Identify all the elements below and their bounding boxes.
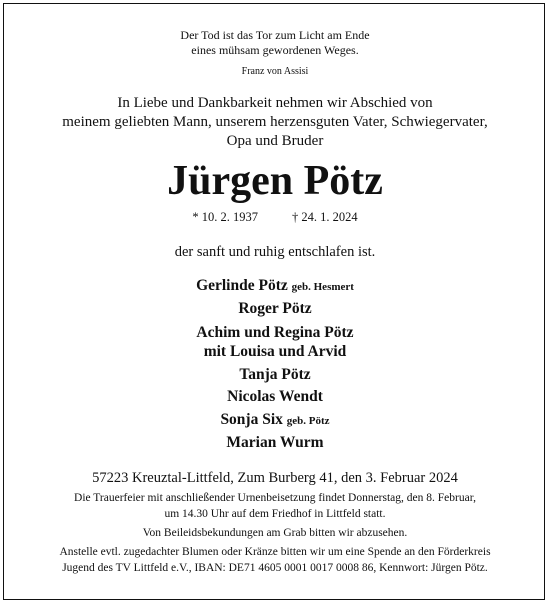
- funeral-info-line-2: um 14.30 Uhr auf dem Friedhof in Littfeld statt.: [164, 508, 386, 520]
- address-date-line: 57223 Kreuztal-Littfeld, Zum Burberg 41, den 3. Februar 2024: [92, 470, 458, 486]
- mourner: Nicolas Wendt: [227, 388, 323, 405]
- intro-line-1: In Liebe und Dankbarkeit nehmen wir Abschied von: [117, 95, 433, 111]
- death-date: † 24. 1. 2024: [292, 210, 358, 224]
- mourner: [0, 411, 550, 429]
- funeral-info-line-1: Die Trauerfeier mit anschließender Urnenbeisetzung findet Donnerstag, den 8. Februar,: [74, 492, 476, 504]
- mourner: Tanja Pötz: [239, 366, 311, 383]
- mourner-name: Gerlinde Pötz: [196, 277, 288, 294]
- mourner-name: Sonja Six: [220, 411, 283, 428]
- mourner: Achim und Regina Pötz: [196, 324, 354, 341]
- intro-line-3: Opa und Bruder: [226, 133, 324, 149]
- mourner: mit Louisa und Arvid: [203, 343, 347, 360]
- quote-line-2: eines mühsam gewordenen Weges.: [191, 43, 359, 57]
- mourner: [0, 277, 550, 295]
- deceased-name: Jürgen Pötz: [167, 158, 383, 204]
- donation-line-2: Jugend des TV Littfeld e.V., IBAN: DE71 4605 0001 0017 0008 86, Kennwort: Jürgen Pötz.: [62, 562, 488, 574]
- quote-author: Franz von Assisi: [241, 66, 309, 77]
- condolence-note: Von Beileidsbekundungen am Grab bitten wir abzusehen.: [142, 527, 408, 539]
- quote-line-1: Der Tod ist das Tor zum Licht am Ende: [180, 28, 370, 42]
- intro-line-2: meinem geliebten Mann, unserem herzensguten Vater, Schwiegervater,: [62, 114, 488, 130]
- donation-line-1: Anstelle evtl. zugedachter Blumen oder Kränze bitten wir um eine Spende an den Förderkreis: [59, 546, 491, 558]
- mourner-nee: geb. Pötz: [286, 415, 330, 427]
- mourner-nee: geb. Hesmert: [291, 281, 354, 293]
- mourner: Roger Pötz: [238, 300, 312, 317]
- birth-date: * 10. 2. 1937: [192, 210, 258, 224]
- passed-text: der sanft und ruhig entschlafen ist.: [174, 244, 376, 260]
- life-dates: [0, 210, 550, 225]
- mourner: Marian Wurm: [226, 434, 324, 451]
